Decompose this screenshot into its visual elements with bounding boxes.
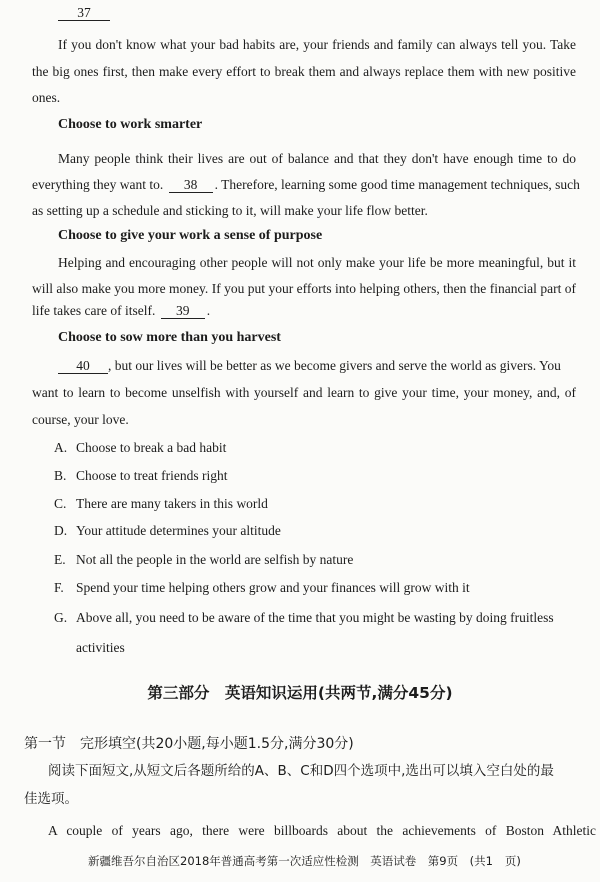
option-a-text: Choose to break a bad habit xyxy=(76,440,227,455)
option-c xyxy=(54,495,268,513)
option-f-letter: F. xyxy=(54,580,64,595)
option-e xyxy=(54,551,353,569)
para1-line2: the big ones first, then make every effort to break them and always replace them with new positive xyxy=(32,64,576,79)
blank-37-line xyxy=(58,4,110,22)
para3-line3 xyxy=(32,302,210,320)
para1-line1: If you don't know what your bad habits are, your friends and family can always tell you. Take xyxy=(58,37,576,52)
option-d-text: Your attitude determines your altitude xyxy=(76,523,281,538)
part3-title: 第三部分 英语知识运用(共两节,满分45分) xyxy=(147,684,453,702)
heading-sense-of-purpose: Choose to give your work a sense of purpose xyxy=(58,228,323,243)
blank-40: 40 xyxy=(58,358,108,374)
para4-line1-post: , but our lives will be better as we become givers and serve the world as givers. You xyxy=(108,358,561,373)
blank-39: 39 xyxy=(161,303,205,319)
para4-line1 xyxy=(58,357,576,375)
option-d xyxy=(54,522,281,540)
option-f xyxy=(54,579,470,597)
option-b-text: Choose to treat friends right xyxy=(76,468,228,483)
footer-text: 新疆维吾尔自治区2018年普通高考第一次适应性检测 英语试卷 第9页 (共1 xyxy=(88,854,493,868)
page-footer xyxy=(88,852,521,870)
option-g-continuation: activities xyxy=(76,640,125,655)
option-b xyxy=(54,467,227,485)
para3-line3-pre: life takes care of itself. xyxy=(32,303,156,318)
passage-line1: A couple of years ago, there were billboards about the achievements of Boston Athletic xyxy=(48,823,596,838)
heading-sow-more: Choose to sow more than you harvest xyxy=(58,330,281,345)
option-a-letter: A. xyxy=(54,440,68,455)
blank-38: 38 xyxy=(169,177,213,193)
option-g-text: Above all, you need to be aware of the time that you might be wasting by doing fruitless xyxy=(76,610,554,625)
para2-line1: Many people think their lives are out of balance and that they don't have enough time to do xyxy=(58,151,576,166)
blank-37: 37 xyxy=(58,5,110,21)
instruction-line2: 佳选项。 xyxy=(24,791,78,807)
para3-line3-post: . xyxy=(206,303,211,318)
option-g xyxy=(54,609,594,627)
para2-line2-post: . Therefore, learning some good time management techniques, such xyxy=(214,177,580,192)
footer-tail: 页) xyxy=(504,854,521,868)
para2-line2 xyxy=(32,176,580,194)
option-a xyxy=(54,439,226,457)
para4-line2: want to learn to become unselfish with yourself and learn to give your time, your money, and, of xyxy=(32,385,576,400)
para2-line2-pre: everything they want to. xyxy=(32,177,164,192)
option-e-text: Not all the people in the world are selfish by nature xyxy=(76,552,354,567)
option-f-text: Spend your time helping others grow and your finances will grow with it xyxy=(76,580,470,595)
para3-line2: will also make you more money. If you put your efforts into helping others, then the financial part of xyxy=(32,281,576,296)
para4-line3: course, your love. xyxy=(32,412,129,427)
heading-work-smarter: Choose to work smarter xyxy=(58,117,203,132)
option-e-letter: E. xyxy=(54,552,66,567)
option-c-text: There are many takers in this world xyxy=(76,496,268,511)
para1-line3: ones. xyxy=(32,90,61,105)
option-g-letter: G. xyxy=(54,610,68,625)
section1-title: 第一节 完形填空(共20小题,每小题1.5分,满分30分) xyxy=(24,736,354,752)
option-c-letter: C. xyxy=(54,496,67,511)
option-d-letter: D. xyxy=(54,523,68,538)
para3-line1: Helping and encouraging other people will not only make your life be more meaningful, but it xyxy=(58,255,576,270)
option-b-letter: B. xyxy=(54,468,67,483)
para2-line3: as setting up a schedule and sticking to it, will make your life flow better. xyxy=(32,203,428,218)
instruction-line1: 阅读下面短文,从短文后各题所给的A、B、C和D四个选项中,选出可以填入空白处的最 xyxy=(48,763,554,779)
